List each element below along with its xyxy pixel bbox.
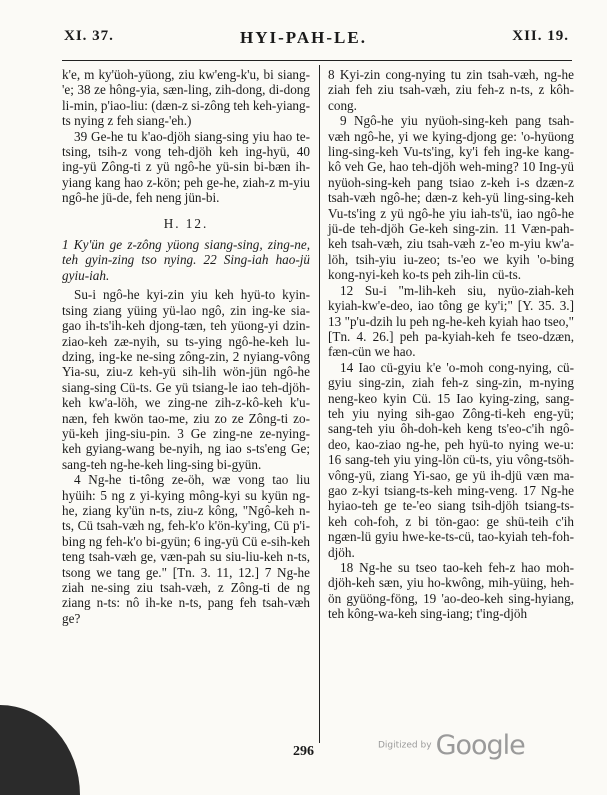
paragraph: 12 Su-i "m-lih-keh siu, nyüo-ziah-keh kyiah-kw'e-deo, iao tông ge ky'i;" [Y. 35. 3.] 13 "p'u-dzih lu peh ng-he-keh kyiah hao tseo," [Tn. 4. 26.] peh pa-kyiah-keh fe tseo-dzæn, fæn-cün we hao. — [328, 282, 574, 360]
google-logo: Google — [435, 730, 525, 761]
google-watermark — [378, 730, 525, 761]
watermark-prefix: Digitized by — [378, 740, 432, 751]
paragraph: 9 Ngô-he yiu nyüoh-sing-keh pang tsah-væh ngô-he, yi we kying-djong ge: 'o-hyüong ling-sing-keh Vu-ts'ing, ky'i feh ing-ke kang-kô veh Ge, hao teh-djöh weh-ming? 10 Ing-yü nyüoh-sing-keh pang tsiao z-keh i-s dzæn-z tsah-væh ngô-he; dæn-z keh-yü ling-sing-keh Vu-ts'ing z yü ngô-he yiu iah-ts'ü, iao ngô-he jü-de teh-djöh Ge-keh sing-zin. 11 Væn-pah-keh tsah-væh, ziu tsah-væh z-'eo m-yiu kw'a-löh, tsih-yiu iu-zeo; ts-'eo we kyih 'o-bing kong-nyi-keh ko-ts peh zih-lin cü-ts. — [328, 113, 574, 283]
paragraph: 39 Ge-he tu k'ao-djöh siang-sing yiu hao te-tsing, tsih-z vong teh-djöh keh ing-hyü, 40 ing-yü Zông-ti z yü ngô-he yü-sin bi-bæn ih-yiang kang hao z-kön; peh ge-he, ziah-z m-yiu ngô-he jü-de, feh neng jün-bi. — [62, 128, 310, 206]
page-header — [0, 28, 607, 50]
paragraph: 4 Ng-he ti-tông ze-öh, wæ vong tao liu hyüih: 5 ng z yi-kying mông-kyi su kyün ng-he, ziang ky'ün n-ts, ziu-z kông, "Ngô-keh n-ts, Cü tsah-væh ng, feh-k'o k'ön-ky'ing, Cü p'i-bing ng feh-k'o bi-gyün; 6 ing-yü Cü e-sih-keh teng tsah-væh ge, væn-pah su siu-liu-keh n-ts, tsong we tang ge." [Tn. 3. 11, 12.] 7 Ng-he ziah ne-sing ziu tsah-væh, z Zông-ti de ng ziang n-ts: nô ih-ke n-ts, pang feh tsah-væh ge? — [62, 472, 310, 626]
chapter-reference-left: XI. 37. — [64, 28, 114, 44]
chapter-reference-right: XII. 19. — [512, 28, 569, 44]
chapter-heading: H. 12. — [163, 215, 209, 231]
left-column — [62, 67, 310, 626]
column-divider — [319, 65, 320, 743]
paragraph: k'e, m ky'üoh-yüong, ziu kw'eng-k'u, bi siang-'e; 38 ze hông-yia, sæn-ling, zih-dong, di-dong li-min, p'iao-liu: (dæn-z si-zông teh keh-yiang-ts nying z feh siang-'eh.) — [62, 67, 310, 129]
chapter-summary: 1 Ky'ün ge z-zông yüong siang-sing, zing-ne, teh gyin-zing tso nying. 22 Sing-iah hao-jü gyiu-iah. — [62, 237, 310, 283]
paragraph: 18 Ng-he su tseo tao-keh feh-z hao moh-djöh-keh sæn, yiu ho-kwông, mih-yüing, heh-ön gyüöng-föng, 19 'ao-deo-keh sing-hyiang, teh kông-wa-keh sing-iang; t'ing-djöh — [328, 560, 574, 622]
header-rule — [62, 60, 572, 61]
paragraph: 14 Iao cü-gyiu k'e 'o-moh cong-nying, cü-gyiu sing-zin, ziah feh-z sing-zin, m-nying neng-keo kyin Cü. 15 Iao kying-zing, sang-teh yiu nying sih-gao Zông-ti-keh eng-yü; sang-teh yiu ôh-doh-keh keng ts'eo-c'ih ngô-deo, kao-ziao ng-he, peh hyü-to nying we-u: 16 sang-teh yiu ying-lön cü-ts, yiu vông-tsöh-vông-yü, ziang Yi-sao, ge yü ih-djü væn ma-gao z-kyi tsiang-ts-keh ming-veng. 17 Ng-he hyiao-teh ge te-'eo siang tsih-djöh tsiang-ts-keh coh-foh, z bi tön-gao: ge shü-teih c'ih ngæn-lü gyiu hwe-ke-ts-cü, tao-kyiah teh-foh-djöh. — [328, 359, 574, 560]
page-number: 296 — [293, 744, 314, 759]
book-title: HYI-PAH-LE. — [240, 28, 367, 47]
scan-shadow — [0, 705, 80, 795]
right-column — [328, 67, 574, 622]
paragraph: 8 Kyi-zin cong-nying tu zin tsah-væh, ng-he ziah feh ziu tsah-væh, ziu feh-z n-ts, z kôh-cong. — [328, 67, 574, 113]
paragraph: Su-i ngô-he kyi-zin yiu keh hyü-to kyin-tsing ziang yüing yü-lao ngô, zin ing-ke sia-gao ih-ts'ih-keh djong-tæn, teh yüong-yi dzin-ziao-keh zæ-nyih, su ts-ying ngô-he-keh lu-dzing, ing-ke ne-sing zông-zin, 2 nyiang-vông Yia-su, ziu-z keh-yü sih-lih wön-jün ngô-he siang-sing Cü-ts. Ge yü tsiang-le iao teh-djöh-keh kw'a-löh, we zing-ne zih-z-kô-keh k'u-næn, feh kwön tao-me, ziu zo ze Zông-ti zo-yü-keh jing-siu-pin. 3 Ge zing-ne ze-nying-keh gyiang-wang be-nyih, ng iao s-ts'eng Ge; sang-teh ng-he-keh ling-sing bi-gyün. — [62, 287, 310, 472]
